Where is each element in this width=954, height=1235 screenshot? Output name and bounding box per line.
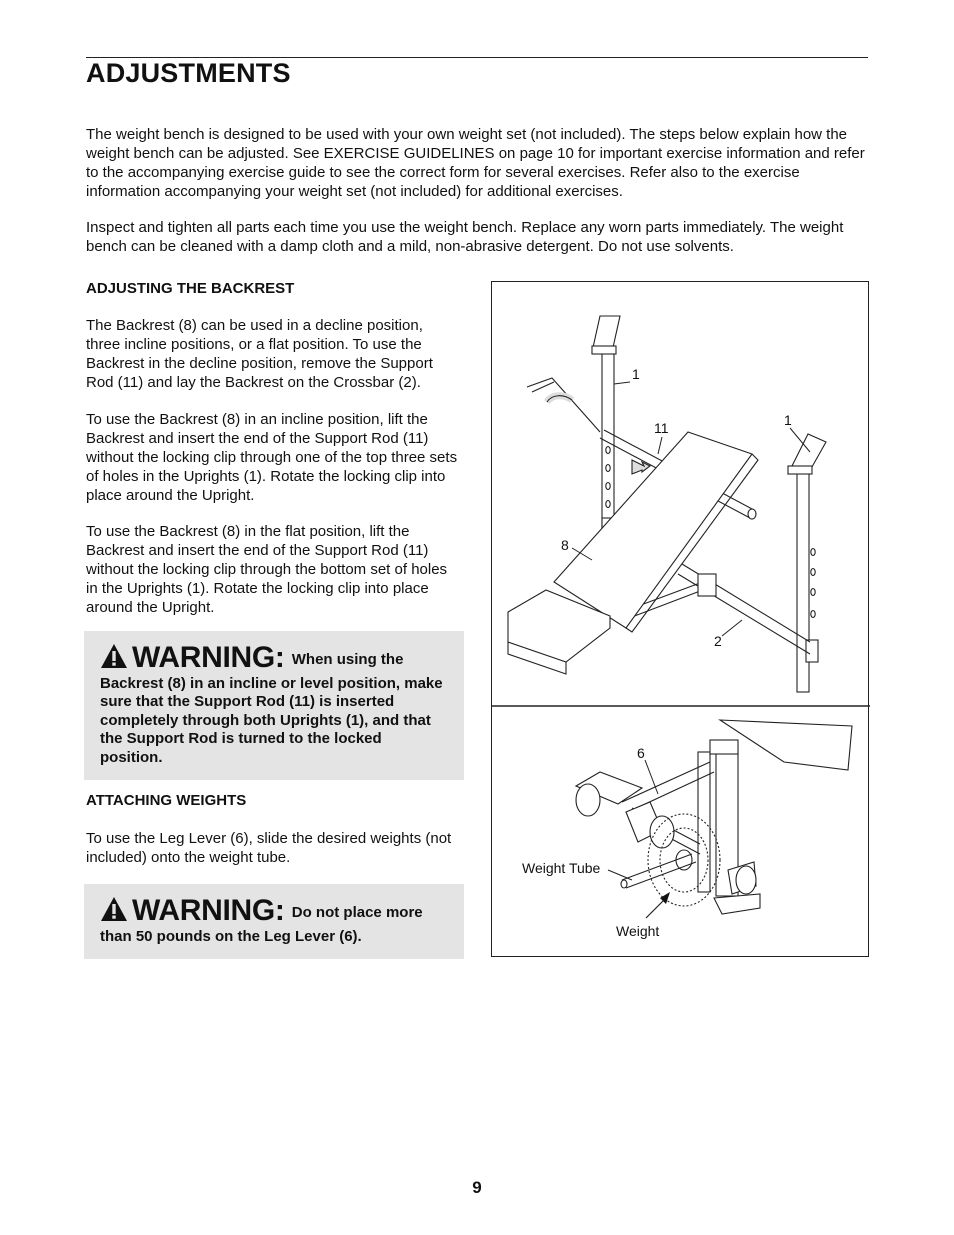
weights-section <box>86 792 458 809</box>
page-title: ADJUSTMENTS <box>86 58 291 88</box>
weights-paragraph: To use the Leg Lever (6), slide the desired weights (not included) onto the weight tube. <box>86 830 452 866</box>
backrest-section <box>86 280 458 297</box>
label-crossbar: 2 <box>714 633 722 649</box>
warning-triangle-icon <box>100 896 128 928</box>
backrest-paragraph-1: The Backrest (8) can be used in a decline position, three incline positions, or a flat position. To use the Backrest in the decline position, remove the Support Rod (11) and lay the Backrest on the Crossbar (2). <box>86 317 433 391</box>
label-backrest: 8 <box>561 537 569 553</box>
backrest-paragraph-2: To use the Backrest (8) in an incline position, lift the Backrest and insert the end of the Support Rod (11) without the locking clip through one of the top three sets of holes in the Uprights (1). Rotate the locking clip into place around the Upright. <box>86 411 458 504</box>
assembly-illustration <box>492 282 870 958</box>
backrest-heading: ADJUSTING THE BACKREST <box>86 280 295 297</box>
warning-box-weights <box>84 884 464 959</box>
label-upright-left: 1 <box>632 366 640 382</box>
label-support-rod: 11 <box>654 420 669 436</box>
assembly-figure <box>491 281 869 957</box>
label-weight-tube: Weight Tube <box>522 860 601 876</box>
leg-lever-illustration <box>576 720 852 914</box>
label-leg-lever: 6 <box>637 745 645 761</box>
warning-box-backrest <box>84 631 464 780</box>
label-weight: Weight <box>616 923 660 939</box>
warning-word: WARNING: <box>132 641 285 674</box>
bench-top-illustration <box>508 316 826 692</box>
backrest-paragraph-3: To use the Backrest (8) in the flat position, lift the Backrest and insert the end of the Support Rod (11) without the locking clip through the bottom set of holes in the Uprights (1). Rotate the locking clip into place around the Upright. <box>86 523 448 616</box>
warning-word: WARNING: <box>132 894 285 927</box>
warning-triangle-icon <box>100 643 128 675</box>
weights-heading: ATTACHING WEIGHTS <box>86 792 247 809</box>
label-upright-right: 1 <box>784 412 792 428</box>
intro-paragraph-1: The weight bench is designed to be used with your own weight set (not included). The steps below explain how the weight bench can be adjusted. See EXERCISE GUIDELINES on page 10 for important exercise information and refer to the accompanying exercise guide to see the correct form for several exercises. Refer also to the exercise information accompanying your weight set (not included) for additional exercises. <box>86 126 865 200</box>
page-number: 9 <box>472 1178 482 1197</box>
warning-text: When using the Backrest (8) in an incline or level position, make sure that the Support Rod (11) is inserted completely through both Uprights (1), and that the Support Rod is turned to the locked position. <box>100 651 443 766</box>
intro-paragraph-2: Inspect and tighten all parts each time you use the weight bench. Replace any worn parts immediately. The weight bench can be cleaned with a damp cloth and a mild, non-abrasive detergent. Do not use solvents. <box>86 219 844 255</box>
warning-text: Do not place more than 50 pounds on the Leg Lever (6). <box>100 904 423 945</box>
